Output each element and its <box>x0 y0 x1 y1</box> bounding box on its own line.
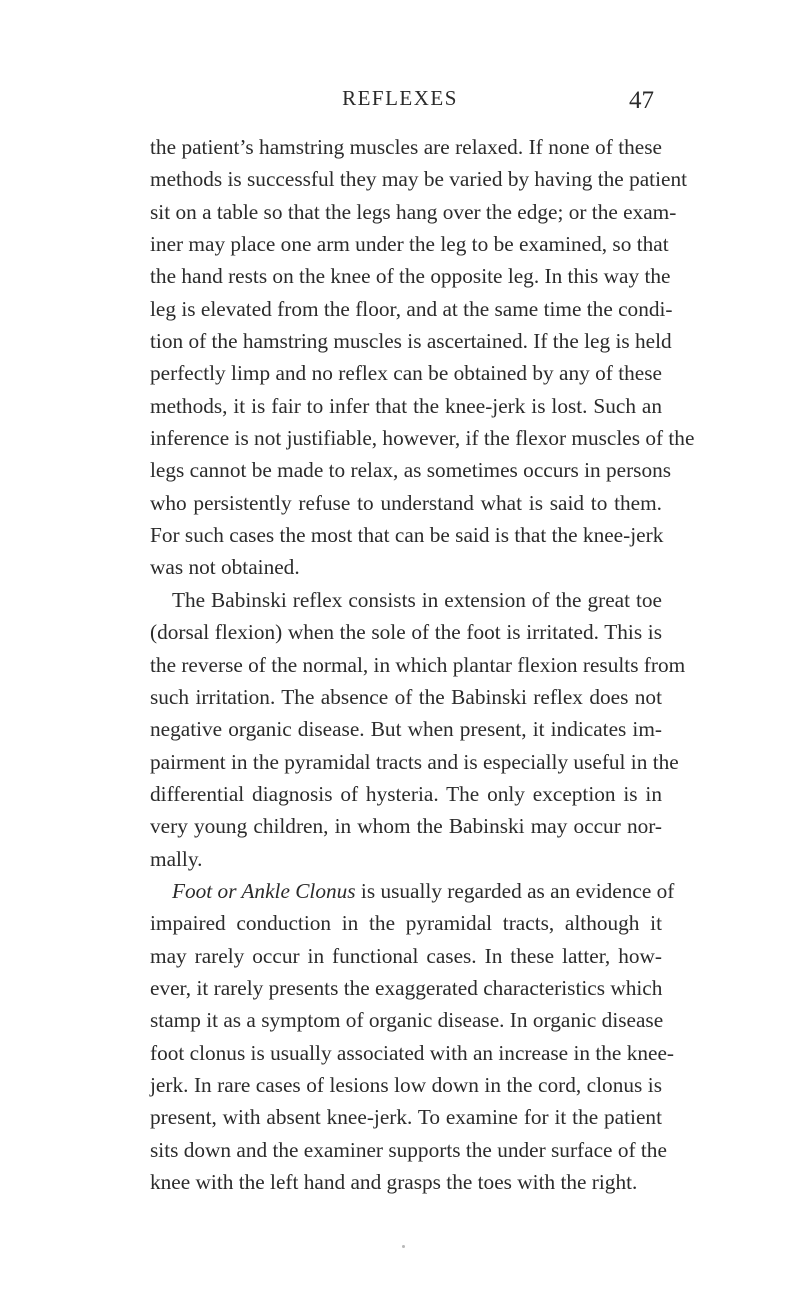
text-line: jerk. In rare cases of lesions low down in the cord, clonus is <box>150 1072 662 1097</box>
text-line: differential diagnosis of hysteria. The only exception is in <box>150 781 662 806</box>
running-title: REFLEXES <box>342 86 458 110</box>
text-line: sit on a table so that the legs hang over the edge; or the exam- <box>150 199 677 224</box>
text-line: the hand rests on the knee of the opposite leg. In this way the <box>150 264 671 289</box>
paragraph-start-line <box>150 875 675 907</box>
text-line: iner may place one arm under the leg to be examined, so that <box>150 232 669 257</box>
text-line: the reverse of the normal, in which plantar flexion results from <box>150 652 686 677</box>
page-number: 47 <box>629 87 654 114</box>
text-line: negative organic disease. But when present, it indicates im- <box>150 717 662 742</box>
text-line: stamp it as a symptom of organic disease. In organic disease <box>150 1008 664 1033</box>
text-line: ever, it rarely presents the exaggerated characteristics which <box>150 975 663 1000</box>
text-line: sits down and the examiner supports the under surface of the <box>150 1137 667 1162</box>
text-line: For such cases the most that can be said is that the knee-jerk <box>150 523 664 548</box>
text-line: very young children, in whom the Babinski may occur nor- <box>150 814 662 839</box>
text-line: may rarely occur in functional cases. In these latter, how- <box>150 943 662 968</box>
text-line: inference is not justifiable, however, if the flexor muscles of the <box>150 426 695 451</box>
text-line: foot clonus is usually associated with an increase in the knee- <box>150 1040 674 1065</box>
text-line: mally. <box>150 846 203 871</box>
text-line: tion of the hamstring muscles is ascertained. If the leg is held <box>150 329 672 354</box>
body-text <box>150 131 695 1198</box>
text-line: perfectly limp and no reflex can be obtained by any of these <box>150 361 662 386</box>
text-line: legs cannot be made to relax, as sometimes occurs in persons <box>150 458 672 483</box>
paper-speck <box>402 1245 405 1248</box>
text-line: impaired conduction in the pyramidal tracts, although it <box>150 911 662 936</box>
text-line: who persistently refuse to understand what is said to them. <box>150 490 662 515</box>
running-head <box>0 86 800 116</box>
text-line: methods, it is fair to infer that the knee-jerk is lost. Such an <box>150 393 662 418</box>
text-line: was not obtained. <box>150 555 300 580</box>
paragraph-start-line: The Babinski reflex consists in extension of the great toe <box>172 587 662 612</box>
text-line: pairment in the pyramidal tracts and is especially useful in the <box>150 749 679 774</box>
text-line: methods is successful they may be varied by having the patient <box>150 167 688 192</box>
italic-run-in-heading: Foot or Ankle Clonus <box>172 878 356 903</box>
text-line: (dorsal flexion) when the sole of the foot is irritated. This is <box>150 620 662 645</box>
text-run: is usually regarded as an evidence of <box>360 878 675 903</box>
text-line: such irritation. The absence of the Babinski reflex does not <box>150 684 662 709</box>
text-line: knee with the left hand and grasps the toes with the right. <box>150 1170 638 1194</box>
text-line: present, with absent knee-jerk. To examine for it the patient <box>150 1105 662 1130</box>
text-line: the patient’s hamstring muscles are relaxed. If none of these <box>150 135 662 159</box>
text-line: leg is elevated from the floor, and at the same time the condi- <box>150 296 673 321</box>
